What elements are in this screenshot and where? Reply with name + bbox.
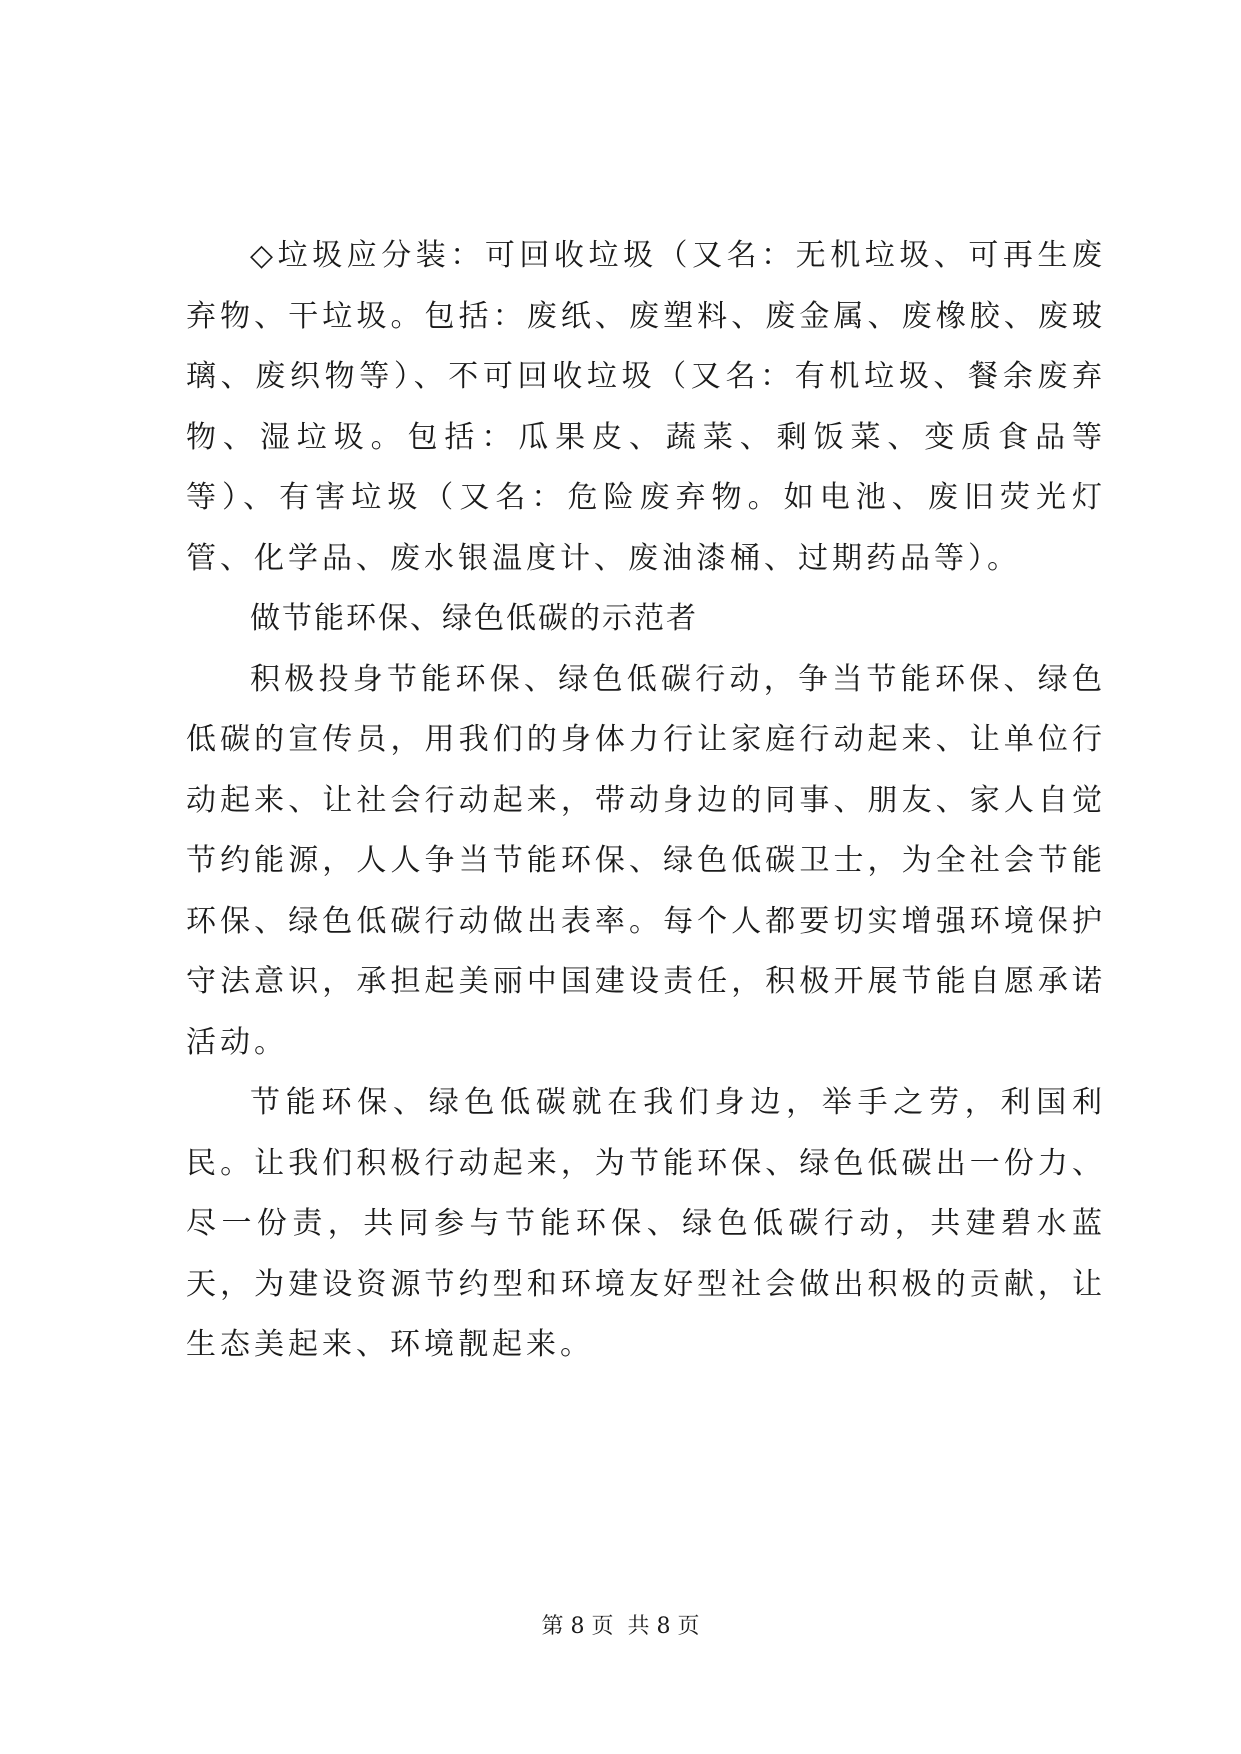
section-heading: 做节能环保、绿色低碳的示范者 [250, 601, 698, 636]
document-body [186, 226, 1106, 1376]
page-number: 第 8 页 共 8 页 [541, 1614, 700, 1639]
paragraph-conclusion: 节能环保、绿色低碳就在我们身边，举手之劳，利国利民。让我们积极行动起来，为节能环保、绿色低碳出一份力、尽一份责，共同参与节能环保、绿色低碳行动，共建碧水蓝天，为建设资源节约型和环境友好型社会做出积极的贡献，让生态美起来、环境靓起来。 [186, 1085, 1106, 1362]
paragraph-waste-sorting: ◇垃圾应分装：可回收垃圾（又名：无机垃圾、可再生废弃物、干垃圾。包括：废纸、废塑料、废金属、废橡胶、废玻璃、废织物等）、不可回收垃圾（又名：有机垃圾、餐余废弃物、湿垃圾。包括：瓜果皮、蔬菜、剩饭菜、变质食品等等）、有害垃圾（又名：危险废弃物。如电池、废旧荧光灯管、化学品、废水银温度计、废油漆桶、过期药品等）。 [186, 238, 1106, 576]
paragraph-action: 积极投身节能环保、绿色低碳行动，争当节能环保、绿色低碳的宣传员，用我们的身体力行让家庭行动起来、让单位行动起来、让社会行动起来，带动身边的同事、朋友、家人自觉节约能源，人人争当节能环保、绿色低碳卫士，为全社会节能环保、绿色低碳行动做出表率。每个人都要切实增强环境保护守法意识，承担起美丽中国建设责任，积极开展节能自愿承诺活动。 [186, 661, 1106, 1060]
page-footer [0, 1613, 1241, 1641]
